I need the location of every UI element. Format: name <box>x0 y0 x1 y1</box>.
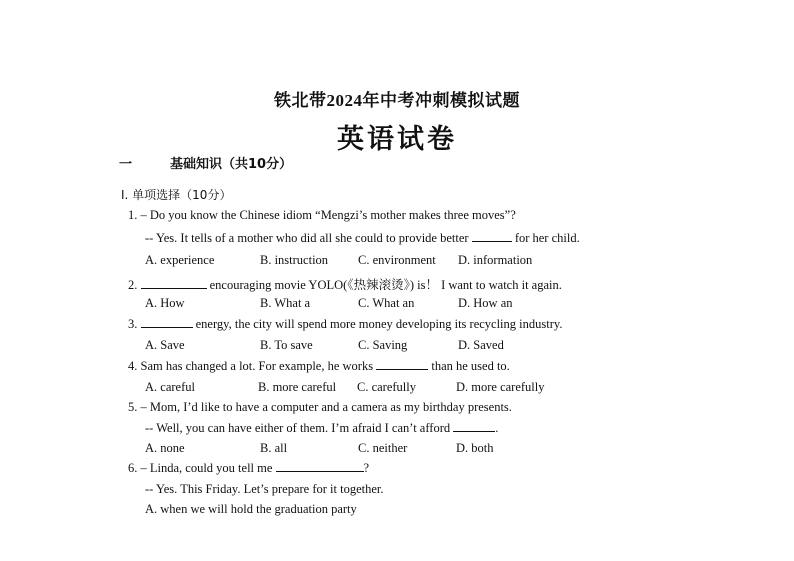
question-6-answer-line: -- Yes. This Friday. Let’s prepare for it together. <box>145 482 384 496</box>
option-4a[interactable]: A. careful <box>145 380 195 394</box>
question-number: 6. <box>128 461 138 475</box>
question-5-answer-line <box>145 421 498 436</box>
option-2c[interactable]: C. What an <box>358 296 415 310</box>
question-1-answer-line <box>145 231 580 246</box>
option-3b[interactable]: B. To save <box>260 338 313 352</box>
question-4 <box>128 359 510 374</box>
option-5c[interactable]: C. neither <box>358 441 408 455</box>
option-4d[interactable]: D. more carefully <box>456 380 545 394</box>
answer-blank[interactable] <box>453 421 495 432</box>
option-2a[interactable]: A. How <box>145 296 185 310</box>
question-text-end: than he used to. <box>431 359 510 373</box>
question-number: 5. <box>128 400 138 414</box>
question-text: energy, the city will spend more money developing its recycling industry. <box>195 317 563 331</box>
question-number: 2. <box>128 278 138 292</box>
option-5b[interactable]: B. all <box>260 441 288 455</box>
section-title: 基础知识（共10分） <box>170 157 293 172</box>
option-2d[interactable]: D. How an <box>458 296 513 310</box>
answer-text-end: for her child. <box>514 231 580 245</box>
answer-text: -- Yes. It tells of a mother who did all she could to provide better <box>145 231 469 245</box>
option-4c[interactable]: C. carefully <box>357 380 417 394</box>
option-1a[interactable]: A. experience <box>145 253 215 267</box>
option-3a[interactable]: A. Save <box>145 338 185 352</box>
question-text: – Do you know the Chinese idiom “Mengzi’s mother makes three moves”? <box>140 208 516 222</box>
question-6 <box>128 461 369 476</box>
answer-blank[interactable] <box>141 317 193 328</box>
question-number: 4. <box>128 359 138 373</box>
answer-text: -- Well, you can have either of them. I’m afraid I can’t afford <box>145 421 451 435</box>
question-text: – Linda, could you tell me <box>140 461 273 475</box>
question-text-end: ? <box>363 461 370 475</box>
question-text: – Mom, I’d like to have a computer and a camera as my birthday presents. <box>140 400 512 414</box>
question-5 <box>128 400 512 415</box>
question-text: Sam has changed a lot. For example, he works <box>140 359 374 373</box>
subject-title: 英语试卷 <box>337 124 457 154</box>
question-text: encouraging movie YOLO(《热辣滚烫》) is！ I want to watch it again. <box>209 278 562 292</box>
option-5a[interactable]: A. none <box>145 441 185 455</box>
option-1b[interactable]: B. instruction <box>260 253 329 267</box>
section-number: 一 <box>119 157 133 172</box>
question-3 <box>128 317 562 332</box>
option-6a[interactable]: A. when we will hold the graduation party <box>145 502 357 516</box>
question-1 <box>128 208 516 223</box>
option-3d[interactable]: D. Saved <box>458 338 504 352</box>
answer-text-end: . <box>495 421 499 435</box>
answer-blank[interactable] <box>376 359 428 370</box>
option-3c[interactable]: C. Saving <box>358 338 408 352</box>
option-2b[interactable]: B. What a <box>260 296 311 310</box>
option-1d[interactable]: D. information <box>458 253 533 267</box>
option-1c[interactable]: C. environment <box>358 253 436 267</box>
option-5d[interactable]: D. both <box>456 441 494 455</box>
question-number: 3. <box>128 317 138 331</box>
exam-title: 铁北带2024年中考冲刺模拟试题 <box>274 91 520 110</box>
part-title: Ⅰ. 单项选择（10分） <box>121 188 232 202</box>
answer-blank[interactable] <box>472 231 512 242</box>
question-number: 1. <box>128 208 138 222</box>
answer-blank[interactable] <box>141 278 207 289</box>
option-4b[interactable]: B. more careful <box>258 380 337 394</box>
question-2 <box>128 275 562 293</box>
answer-blank[interactable] <box>276 461 364 472</box>
